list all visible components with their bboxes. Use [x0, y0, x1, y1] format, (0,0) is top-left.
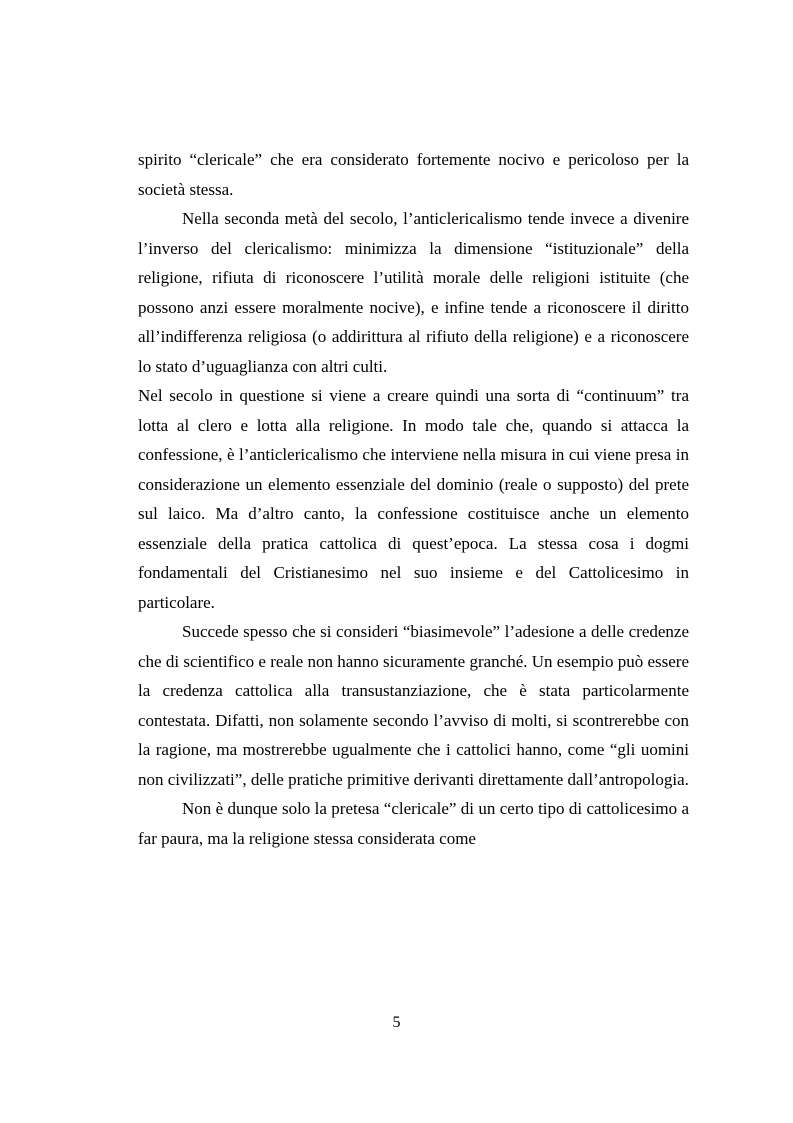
- page-number: 5: [392, 1014, 401, 1031]
- page-body: [138, 145, 689, 853]
- paragraph-5: Non è dunque solo la pretesa “clericale” di un certo tipo di cattolicesimo a far paura, ma la religione stessa considerata come: [138, 799, 689, 848]
- paragraph-3: Nel secolo in questione si viene a creare quindi una sorta di “continuum” tra lotta al clero e lotta alla religione. In modo tale che, quando si attacca la confessione, è l’anticlericalismo che interviene nella misura in cui viene presa in considerazione un elemento essenziale del dominio (reale o supposto) del prete sul laico. Ma d’altro canto, la confessione costituisce anche un elemento essenziale della pratica cattolica di quest’epoca. La stessa cosa i dogmi fondamentali del Cristianesimo nel suo insieme e del Cattolicesimo in particolare.: [138, 386, 689, 612]
- paragraph-1: spirito “clericale” che era considerato fortemente nocivo e pericoloso per la società stessa.: [138, 150, 689, 199]
- paragraph-4: Succede spesso che si consideri “biasimevole” l’adesione a delle credenze che di scientifico e reale non hanno sicuramente granché. Un esempio può essere la credenza cattolica alla transustanziazione, che è stata particolarmente contestata. Difatti, non solamente secondo l’avviso di molti, si scontrerebbe con la ragione, ma mostrerebbe ugualmente che i cattolici hanno, come “gli uomini non civilizzati”, delle pratiche primitive derivanti direttamente dall’antropologia.: [138, 622, 689, 789]
- paragraph-2: Nella seconda metà del secolo, l’anticlericalismo tende invece a divenire l’inverso del clericalismo: minimizza la dimensione “istituzionale” della religione, rifiuta di riconoscere l’utilità morale delle religioni istituite (che possono anzi essere moralmente nocive), e infine tende a riconoscere il diritto all’indifferenza religiosa (o addirittura al rifiuto della religione) e a riconoscere lo stato d’uguaglianza con altri culti.: [138, 209, 689, 376]
